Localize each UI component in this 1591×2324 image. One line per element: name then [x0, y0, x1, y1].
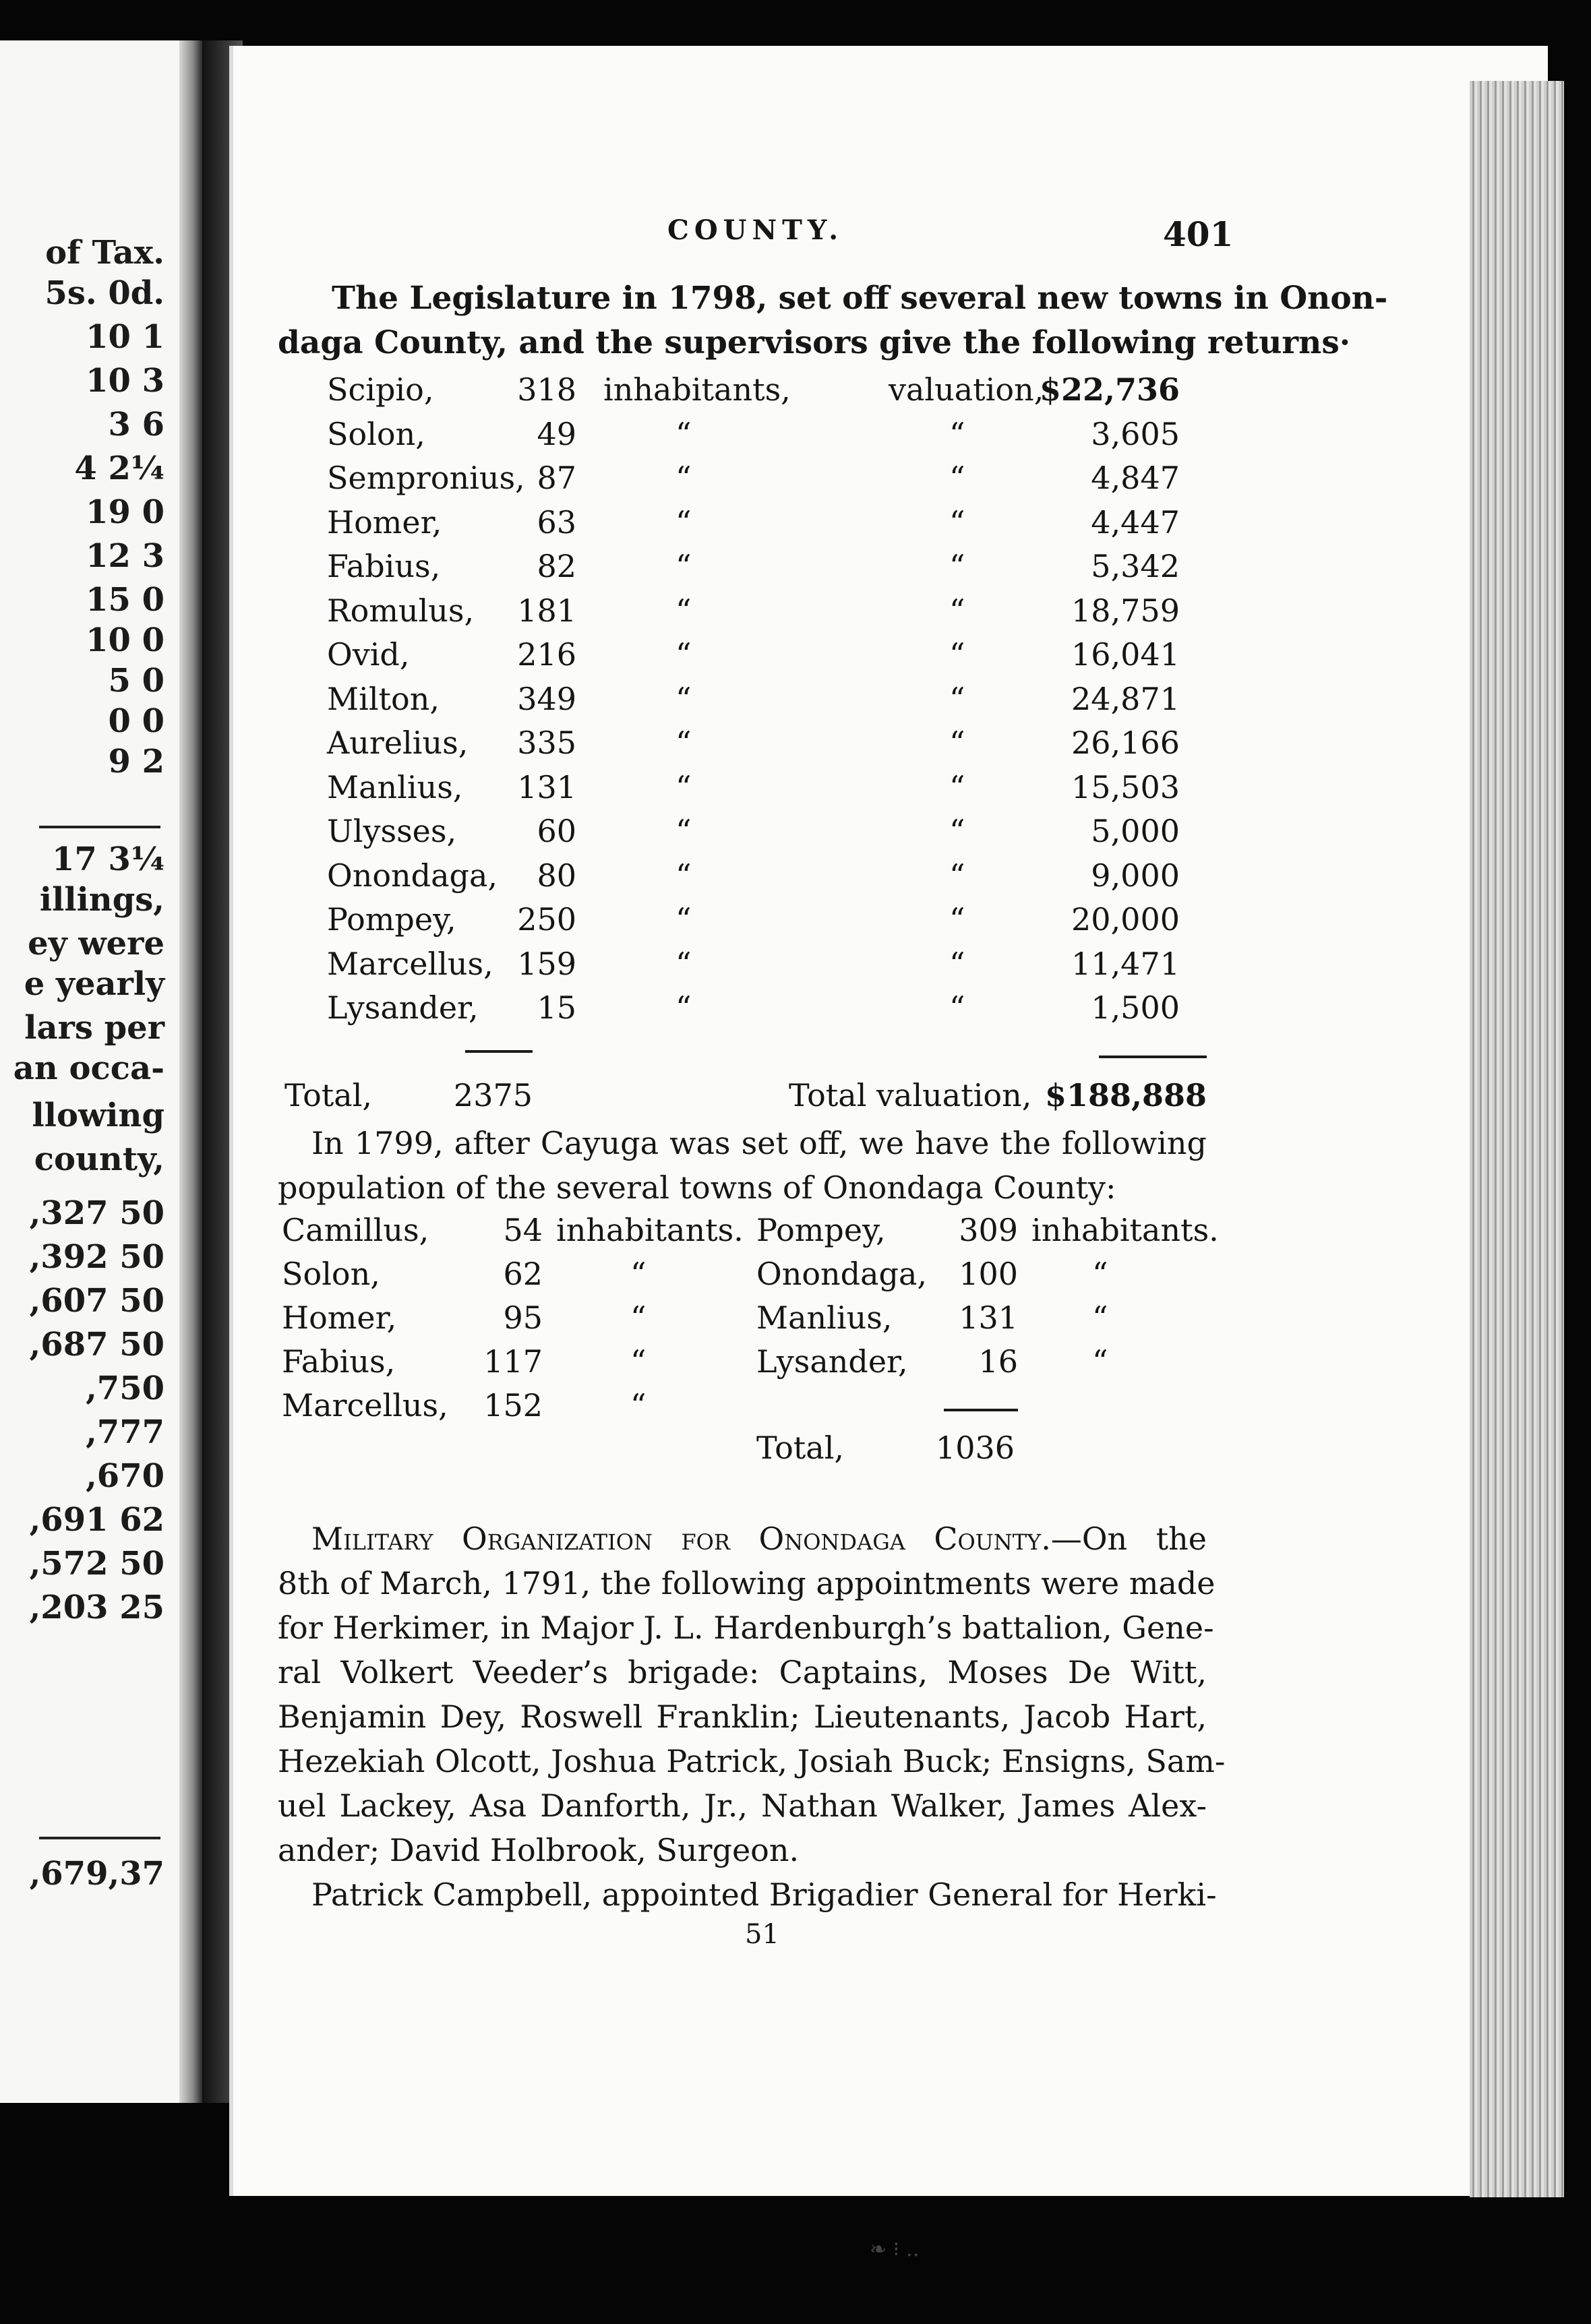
total-1799-rule [944, 1409, 1018, 1411]
inhabitants-label: inhabitants. [556, 1212, 744, 1248]
population-count: 16 [978, 1343, 1018, 1380]
population-count: 131 [959, 1299, 1018, 1336]
inhabitants-label: “ [676, 636, 692, 673]
inhabitants-label: “ [630, 1343, 647, 1380]
page-edges [1470, 81, 1564, 2197]
inhabitants-label: “ [676, 592, 692, 629]
page-number: 401 [1163, 214, 1234, 254]
inhabitants-label: “ [676, 813, 692, 849]
inhabitants-count: 349 [517, 680, 576, 717]
valuation-label: “ [949, 415, 965, 452]
valuation-amount: 3,605 [1091, 415, 1180, 452]
inhabitants-label: “ [676, 460, 692, 496]
valuation-label: valuation, [889, 371, 1044, 408]
valuation-amount: 24,871 [1071, 680, 1180, 717]
inhabitants-label: “ [676, 503, 692, 541]
population-count: 54 [503, 1212, 543, 1248]
town-name: Milton, [327, 680, 440, 717]
bottom-marks: ❧ ⁝ ‥ [870, 2238, 920, 2261]
left-page-row: ,327 50 [29, 1194, 164, 1232]
valuation-amount: $22,736 [1039, 371, 1180, 408]
total-1799-label: Total, [756, 1430, 845, 1466]
town-name: Ulysses, [327, 813, 457, 849]
military-line-5: Benjamin Dey, Roswell Franklin; Lieutenants, Jacob Hart, [278, 1699, 1207, 1735]
left-page-row: ,691 62 [29, 1501, 164, 1539]
military-line-1 [278, 1517, 1207, 1561]
left-page-row: ,572 50 [29, 1545, 164, 1583]
town-name: Marcellus, [327, 945, 493, 982]
population-count: 62 [503, 1256, 543, 1292]
town-name: Lysander, [327, 989, 479, 1026]
intro-paragraph [278, 276, 1388, 365]
valuation-amount: 15,503 [1071, 768, 1180, 805]
inhabitants-label: “ [676, 768, 692, 805]
town-name: Pompey, [756, 1212, 886, 1248]
valuation-label: “ [949, 945, 965, 982]
town-name: Fabius, [327, 548, 441, 584]
town-name: Camillus, [282, 1212, 429, 1248]
left-facing-page [0, 40, 202, 2103]
town-name: Marcellus, [282, 1387, 448, 1424]
valuation-label: “ [949, 503, 965, 541]
town-name: Manlius, [756, 1299, 893, 1336]
running-title: COUNTY. [667, 214, 844, 246]
town-name: Onondaga, [756, 1256, 928, 1292]
left-page-row: ,392 50 [29, 1238, 164, 1276]
military-paragraph [278, 1517, 1226, 1917]
left-page-row: 5s. 0d. [44, 274, 164, 312]
inhabitants-label: inhabitants. [1031, 1212, 1219, 1248]
population-count: 309 [959, 1212, 1018, 1248]
left-page-row: 15 0 [86, 581, 164, 619]
military-heading: Military Organization for Onondaga County. [311, 1521, 1051, 1557]
left-page-row: 9 2 [108, 743, 164, 781]
town-name: Scipio, [327, 371, 434, 408]
town-name: Homer, [327, 503, 442, 541]
left-page-row: e yearly [24, 965, 164, 1003]
town-name: Aurelius, [327, 725, 469, 761]
left-page-row: 10 0 [86, 621, 164, 659]
valuation-amount: 4,847 [1091, 460, 1180, 496]
intro-line-2: daga County, and the supervisors give the following returns· [278, 324, 1351, 361]
valuation-amount: 4,447 [1091, 503, 1180, 541]
inhabitants-label: “ [1092, 1256, 1108, 1292]
left-page-row: 3 6 [108, 406, 164, 444]
total-inhabitants-rule [465, 1050, 533, 1053]
left-page-row: ,679,37 [29, 1855, 164, 1893]
military-line-6: Hezekiah Olcott, Joshua Patrick, Josiah Buck; Ensigns, Sam- [278, 1743, 1226, 1779]
valuation-amount: 1,500 [1091, 989, 1180, 1026]
left-page-row: lars per [24, 1009, 164, 1047]
left-page-row: county, [34, 1140, 164, 1178]
population-count: 100 [959, 1256, 1018, 1292]
military-line-7: uel Lackey, Asa Danforth, Jr., Nathan Walker, James Alex- [278, 1787, 1207, 1824]
valuation-label: “ [949, 592, 965, 629]
military-line-2: 8th of March, 1791, the following appointments were made [278, 1565, 1215, 1601]
total-valuation: $188,888 [1044, 1077, 1207, 1113]
inhabitants-count: 87 [537, 460, 576, 496]
inhabitants-label: “ [630, 1256, 647, 1292]
left-page-row: ,750 [86, 1370, 164, 1407]
inhabitants-count: 335 [517, 725, 576, 761]
valuation-amount: 18,759 [1071, 592, 1180, 629]
inhabitants-count: 60 [537, 813, 576, 849]
valuation-amount: 20,000 [1071, 901, 1180, 938]
valuation-label: “ [949, 548, 965, 584]
town-name: Onondaga, [327, 857, 498, 894]
left-page-row: ,670 [86, 1457, 164, 1495]
valuation-label: “ [949, 680, 965, 717]
left-gutter [179, 40, 202, 2103]
valuation-label: “ [949, 460, 965, 496]
town-name: Sempronius, [327, 460, 525, 496]
inhabitants-label: “ [676, 680, 692, 717]
inhabitants-count: 131 [517, 768, 576, 805]
valuation-label: “ [949, 989, 965, 1026]
inhabitants-count: 250 [517, 901, 576, 938]
valuation-amount: 5,000 [1091, 813, 1180, 849]
inhabitants-label: “ [676, 945, 692, 982]
population-count: 117 [483, 1343, 543, 1380]
left-page-row: an occa- [13, 1049, 164, 1087]
left-page-row: ey were [28, 925, 164, 962]
valuation-label: “ [949, 636, 965, 673]
valuation-label: “ [949, 768, 965, 805]
military-line-4: ral Volkert Veeder’s brigade: Captains, Moses De Witt, [278, 1654, 1207, 1690]
total-valuation-label: Total valuation, [789, 1077, 1032, 1113]
town-name: Homer, [282, 1299, 397, 1336]
valuation-amount: 5,342 [1091, 548, 1180, 584]
inhabitants-count: 80 [537, 857, 576, 894]
town-name: Lysander, [756, 1343, 908, 1380]
inhabitants-count: 49 [537, 415, 576, 452]
left-page-row: 5 0 [108, 662, 164, 700]
military-line-9: Patrick Campbell, appointed Brigadier General for Herki- [311, 1876, 1217, 1913]
inhabitants-count: 181 [517, 592, 576, 629]
inhabitants-label: “ [676, 901, 692, 938]
left-page-row: 19 0 [86, 493, 164, 531]
left-page-row: ,777 [86, 1413, 164, 1451]
inhabitants-count: 15 [537, 989, 576, 1026]
inhabitants-label: “ [676, 989, 692, 1026]
inhabitants-count: 318 [517, 371, 576, 408]
town-name: Fabius, [282, 1343, 396, 1380]
inhabitants-label: “ [630, 1299, 647, 1336]
town-name: Solon, [282, 1256, 380, 1292]
valuation-label: “ [949, 813, 965, 849]
military-heading-tail: —On the [1050, 1521, 1207, 1557]
inhabitants-count: 159 [517, 945, 576, 982]
left-page-row: ,687 50 [29, 1326, 164, 1364]
inhabitants-label: “ [1092, 1299, 1108, 1336]
valuation-amount: 9,000 [1091, 857, 1180, 894]
intro-1799-line-1: In 1799, after Cayuga was set off, we have the following [311, 1125, 1207, 1161]
signature-mark: 51 [745, 1919, 779, 1950]
total-1799-value: 1036 [935, 1430, 1015, 1466]
military-line-8: ander; David Holbrook, Surgeon. [278, 1832, 800, 1868]
inhabitants-label: “ [676, 857, 692, 894]
town-name: Manlius, [327, 768, 463, 805]
total-valuation-rule [1099, 1056, 1207, 1058]
left-page-row: 17 3¼ [52, 840, 164, 878]
inhabitants-label: “ [676, 415, 692, 452]
military-line-3: for Herkimer, in Major J. L. Hardenburgh’s battalion, Gene- [278, 1610, 1214, 1646]
left-page-row: 10 3 [86, 362, 164, 400]
valuation-label: “ [949, 725, 965, 761]
valuation-amount: 26,166 [1071, 725, 1180, 761]
intro-1799-paragraph [278, 1121, 1207, 1210]
left-page-row: 12 3 [86, 537, 164, 575]
total-label: Total, [284, 1077, 373, 1113]
left-page-row: 0 0 [108, 702, 164, 740]
left-page-row: 10 1 [86, 318, 164, 356]
town-name: Romulus, [327, 592, 475, 629]
left-page-row: ,203 25 [29, 1589, 164, 1626]
town-name: Ovid, [327, 636, 410, 673]
inhabitants-label: “ [676, 725, 692, 761]
town-name: Pompey, [327, 901, 456, 938]
intro-1799-line-2: population of the several towns of Onondaga County: [278, 1169, 1116, 1206]
inhabitants-count: 82 [537, 548, 576, 584]
left-rule-1 [39, 826, 160, 828]
town-name: Solon, [327, 415, 425, 452]
inhabitants-label: inhabitants, [603, 371, 791, 408]
total-inhabitants: 2375 [453, 1077, 533, 1113]
left-page-row: of Tax. [45, 234, 164, 272]
inhabitants-count: 216 [517, 636, 576, 673]
population-count: 95 [503, 1299, 543, 1336]
left-page-row: illings, [39, 881, 164, 919]
left-page-row: 4 2¼ [74, 450, 164, 487]
left-page-row: llowing [32, 1097, 164, 1134]
left-rule-2 [39, 1837, 160, 1839]
valuation-label: “ [949, 901, 965, 938]
inhabitants-label: “ [676, 548, 692, 584]
population-count: 152 [483, 1387, 543, 1424]
valuation-label: “ [949, 857, 965, 894]
inhabitants-count: 63 [537, 503, 576, 541]
valuation-amount: 11,471 [1071, 945, 1180, 982]
left-page-row: ,607 50 [29, 1282, 164, 1320]
valuation-amount: 16,041 [1071, 636, 1180, 673]
inhabitants-label: “ [630, 1387, 647, 1424]
inhabitants-label: “ [1092, 1343, 1108, 1380]
intro-line-1: The Legislature in 1798, set off several new towns in Onon- [332, 280, 1388, 317]
